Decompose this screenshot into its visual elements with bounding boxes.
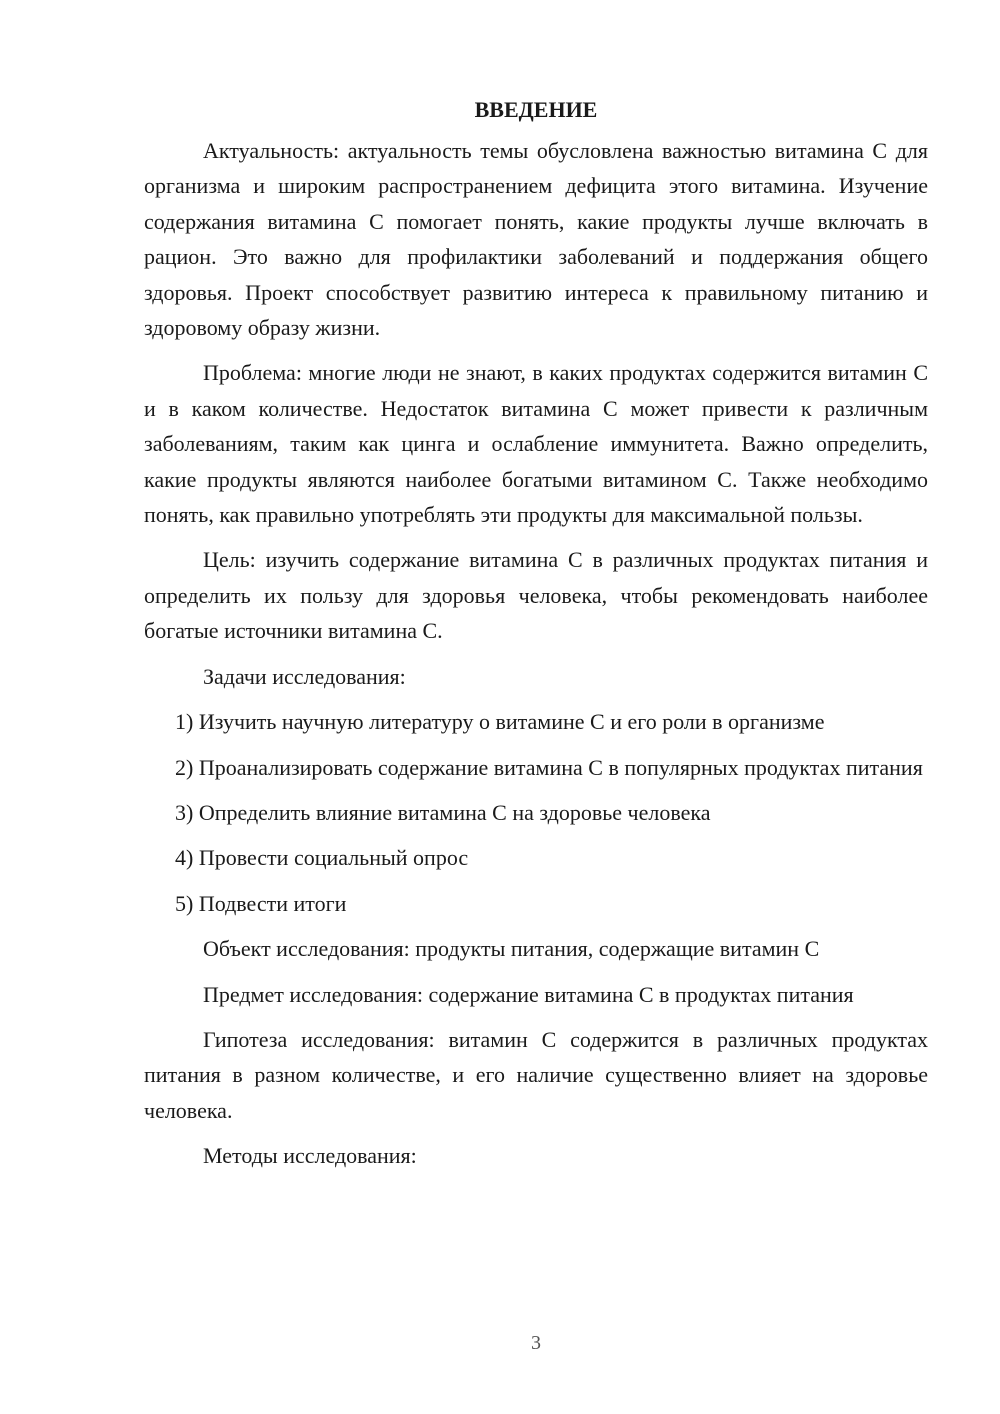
- task-item: 5) Подвести итоги: [175, 890, 347, 916]
- page-content: [144, 92, 928, 1184]
- tasks-heading: Задачи исследования:: [203, 663, 406, 689]
- goal-paragraph: Цель: изучить содержание витамина С в различных продуктах питания и определить их пользу для здоровья человека, чтобы рекомендовать наиболее богатые источники витамина С.: [144, 547, 928, 644]
- task-item: 4) Провести социальный опрос: [175, 845, 469, 871]
- task-item: 3) Определить влияние витамина С на здоровье человека: [175, 799, 711, 825]
- hypothesis-paragraph: Гипотеза исследования: витамин С содержится в различных продуктах питания в разном количестве, и его наличие существенно влияет на здоровье человека.: [144, 1026, 928, 1123]
- task-item: 1) Изучить научную литературу о витамине С и его роли в организме: [175, 709, 825, 735]
- subject-paragraph: Предмет исследования: содержание витамина С в продуктах питания: [203, 981, 854, 1007]
- methods-heading: Методы исследования:: [203, 1143, 417, 1169]
- relevance-paragraph: Актуальность: актуальность темы обусловлена важностью витамина С для организма и широким распространением дефицита этого витамина. Изучение содержания витамина С помогает понять, какие продукты лучше включать в рацион. Это важно для профилактики заболеваний и поддержания общего здоровья. Проект способствует развитию интереса к правильному питанию и здоровому образу жизни.: [144, 138, 928, 341]
- task-item: 2) Проанализировать содержание витамина С в популярных продуктах питания: [175, 754, 923, 780]
- section-title: ВВЕДЕНИЕ: [474, 97, 598, 122]
- page-number: 3: [531, 1332, 541, 1354]
- problem-paragraph: Проблема: многие люди не знают, в каких продуктах содержится витамин С и в каком количестве. Недостаток витамина С может привести к различным заболеваниям, таким как цинга и ослабление иммунитета. Важно определить, какие продукты являются наиболее богатыми витамином С. Также необходимо понять, как правильно употреблять эти продукты для максимальной пользы.: [144, 360, 928, 528]
- object-paragraph: Объект исследования: продукты питания, содержащие витамин С: [203, 936, 820, 962]
